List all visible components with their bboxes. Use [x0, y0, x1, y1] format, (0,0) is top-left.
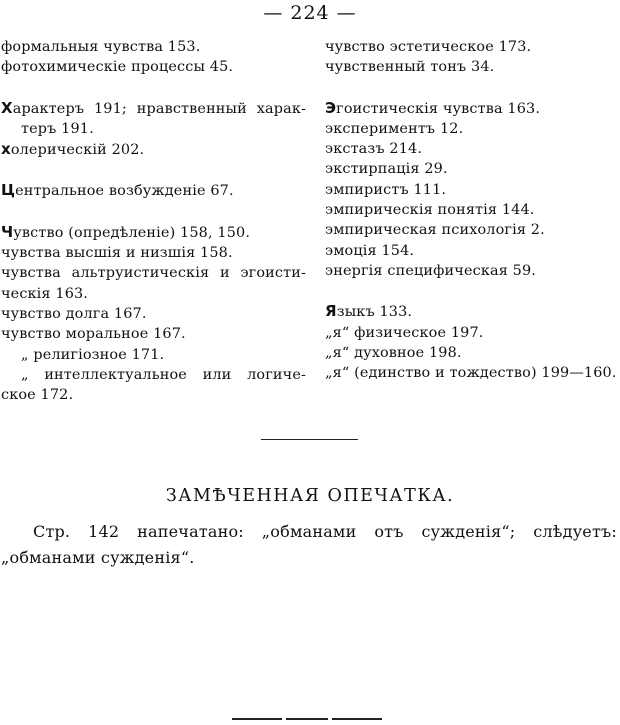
index-entry [1, 139, 306, 160]
index-entry-text: чувство долга 167. [1, 305, 147, 322]
entry-gap [1, 160, 306, 180]
index-entry-text: „ религіозное 171. [21, 346, 165, 363]
index-entry-text: увство (опредѣленіе) 158, 150. [13, 224, 251, 241]
index-entry [1, 222, 306, 243]
index-entry [1, 324, 306, 344]
index-entry [1, 57, 306, 77]
index-entry-text: чувство моральное 167. [1, 326, 186, 343]
section-initial: Э [325, 98, 337, 117]
bottom-rule-left [232, 718, 282, 720]
index-entry-text: „я“ (единство и тождество) 199—160. [325, 365, 617, 382]
index-entry [325, 200, 620, 220]
index-entry [1, 385, 306, 405]
index-entry-text: энергія специфическая 59. [325, 262, 536, 279]
errata-text: Стр. 142 напечатано: „обманами отъ сужденія“; слѣдуетъ: „обманами сужденія“. [1, 522, 617, 567]
index-entry [325, 220, 620, 240]
entry-gap [325, 281, 620, 301]
index-entry [325, 98, 620, 119]
page-number: — 224 — [263, 2, 357, 24]
index-entry-text: зыкъ 133. [336, 304, 413, 321]
index-entry [1, 365, 306, 385]
entry-gap [1, 202, 306, 222]
index-entry-text: экспериментъ 12. [325, 120, 464, 137]
index-entry-text: чувство эстетическое 173. [325, 39, 532, 55]
entry-gap [1, 78, 306, 98]
section-initial: х [1, 140, 11, 159]
index-entry [325, 363, 620, 383]
index-entry-text: чувства альтруистическія и эгоисти- [1, 265, 306, 282]
index-entry [325, 37, 620, 57]
index-entry [1, 37, 306, 57]
index-entry-text: фотохимическіе процессы 45. [1, 59, 234, 76]
index-entry [325, 323, 620, 343]
index-entry [325, 261, 620, 281]
index-entry-text: эмпирическія понятія 144. [325, 202, 535, 219]
index-entry-text: экстирпація 29. [325, 161, 448, 178]
index-entry-text: чувства высшія и низшія 158. [1, 245, 233, 262]
index-entry [1, 119, 306, 139]
index-entry [1, 345, 306, 365]
index-entry-text: ческія 163. [1, 285, 89, 302]
index-entry-text: теръ 191. [21, 120, 94, 137]
index-entry [1, 304, 306, 324]
index-entry [325, 301, 620, 322]
index-entry [1, 284, 306, 304]
bottom-rule-center [286, 718, 328, 720]
section-initial: Х [1, 98, 13, 117]
index-entry-text: гоистическія чувства 163. [336, 100, 541, 117]
index-entry-text: эмоція 154. [325, 242, 415, 259]
index-entry-text: олерическій 202. [10, 142, 145, 159]
index-entry [325, 180, 620, 200]
index-entry [325, 119, 620, 139]
errata-title: ЗАМѢЧЕННАЯ ОПЕЧАТКА. [165, 486, 455, 506]
index-entry-text: „я“ духовное 198. [325, 344, 462, 361]
index-entry-text: арактеръ 191; нравственный харак- [12, 100, 306, 117]
index-entry [1, 98, 306, 119]
index-entry-text: ентральное возбужденіе 67. [15, 183, 234, 200]
index-entry [325, 139, 620, 159]
index-entry [325, 159, 620, 179]
index-entry [325, 343, 620, 363]
index-entry-text: чувственный тонъ 34. [325, 59, 495, 76]
index-entry [325, 57, 620, 77]
index-entry-text: эмпирическая психологія 2. [325, 222, 545, 239]
index-entry [325, 241, 620, 261]
section-initial: Ч [1, 222, 14, 241]
index-entry [1, 243, 306, 263]
section-divider [261, 439, 358, 440]
index-entry [1, 180, 306, 201]
index-entry-text: эмпиристъ 111. [325, 181, 447, 198]
section-initial: Ц [1, 181, 16, 200]
section-initial: Я [325, 302, 337, 321]
bottom-rule-right [332, 718, 382, 720]
index-column-left [1, 37, 306, 405]
index-entry-text: экстазъ 214. [325, 141, 423, 158]
index-entry [1, 263, 306, 283]
index-column-right [325, 37, 620, 383]
index-entry-text: „ интеллектуальное или логиче- [21, 366, 306, 383]
index-entry-text: ское 172. [1, 387, 74, 404]
index-entry-text: формальныя чувства 153. [1, 39, 201, 55]
entry-gap [325, 78, 620, 98]
index-entry-text: „я“ физическое 197. [325, 324, 484, 341]
